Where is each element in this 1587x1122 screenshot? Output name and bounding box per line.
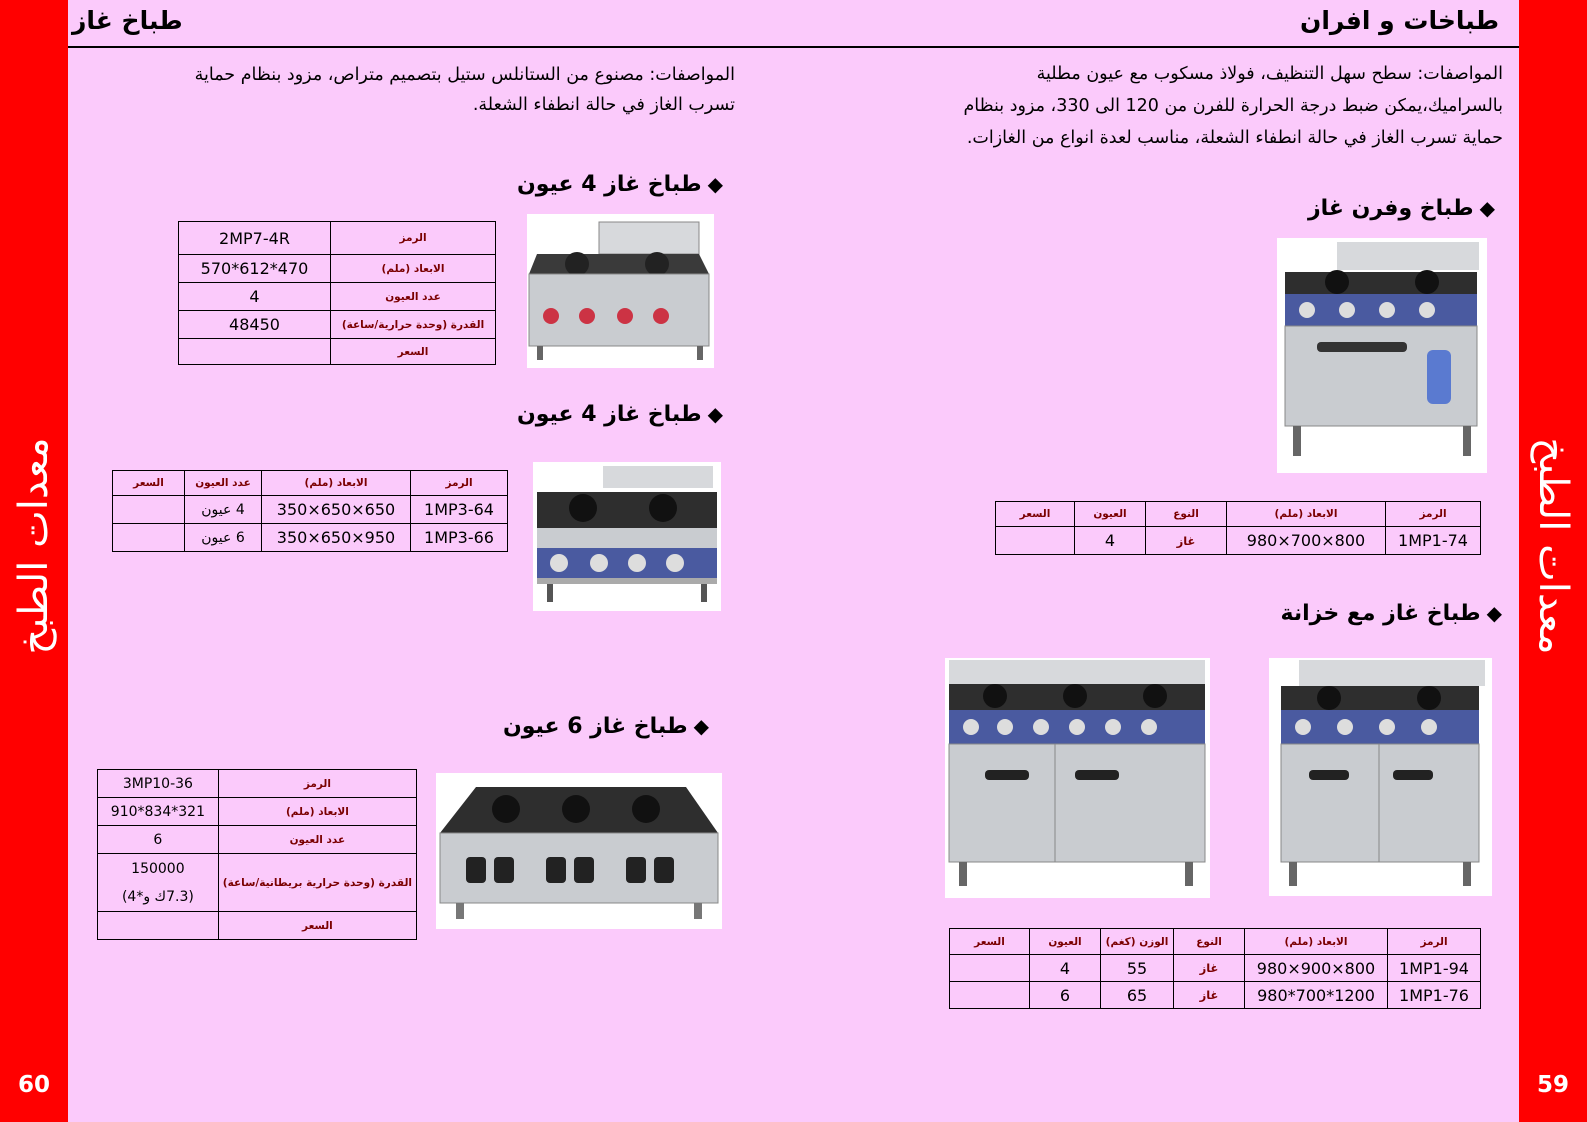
left-spec-text: المواصفات: مصنوع من الستانلس ستيل بتصميم متراص، مزود بنظام حماية تسرب الغاز في حالة انطفاء الشعلة.: [194, 65, 735, 115]
right-product2-title: ◆طباخ غاز مع خزانة: [1280, 601, 1502, 626]
gas-range-with-oven-photo: [1277, 238, 1487, 473]
right-product1-table: الرمز الابعاد (ملم) النوع العيون السعر 1MP1-74 800×700×980 غاز 4: [995, 501, 1481, 555]
diamond-bullet-icon: ◆: [707, 172, 723, 196]
left-sidebar: [0, 0, 68, 1122]
table-row: 1MP1-94 800×900×980 غاز 55 4: [950, 955, 1481, 982]
left-product2-title: ◆طباخ غاز 4 عيون: [516, 402, 723, 427]
left-product1-title: ◆طباخ غاز 4 عيون: [516, 172, 723, 197]
diamond-bullet-icon: ◆: [707, 402, 723, 426]
right-page-number: 59: [1536, 1072, 1569, 1098]
left-header-title: طباخ غاز: [72, 6, 183, 35]
left-page-number: 60: [17, 1072, 50, 1098]
right-header-title: طباخات و افران: [1299, 6, 1499, 35]
four-burner-range-blue-panel-photo: [533, 462, 721, 611]
right-product2-table: الرمز الابعاد (ملم) النوع الوزن (كغم) العيون السعر 1MP1-94 800×900×980 غاز 55 4 1MP1-76 1200*700*980 غاز 65 6: [949, 928, 1481, 1009]
diamond-bullet-icon: ◆: [693, 714, 709, 738]
diamond-bullet-icon: ◆: [1486, 601, 1502, 625]
diamond-bullet-icon: ◆: [1479, 196, 1495, 220]
left-side-label: معدات الطبخ: [11, 437, 57, 655]
left-product2-table: الرمز الابعاد (ملم) عدد العيون السعر 1MP3-64 650×650×350 4 عيون 1MP3-66 950×650×350 6 عيون: [112, 470, 508, 552]
left-product3-table: الرمز 3MP10-36 الابعاد (ملم) 321*834*910 عدد العيون 6 القدرة (وحدة حرارية بريطانية/ساعة) 150000 (7.3ك و*4) السعر: [97, 769, 417, 940]
right-spec-text: المواصفات: سطح سهل التنظيف، فولاذ مسكوب مع عيون مطلية بالسراميك،يمكن ضبط درجة الحرارة للفرن من 120 الى 330، مزود بنظام حماية تسرب الغاز في حالة انطفاء الشعلة، مناسب لعدة انواع من الغازات.: [963, 64, 1503, 148]
four-burner-countertop-range-photo: [527, 214, 714, 368]
right-sidebar: [1519, 0, 1587, 1122]
six-burner-hotplate-photo: [436, 773, 722, 929]
table-row: 1MP3-64 650×650×350 4 عيون: [113, 496, 508, 524]
left-product1-table: الرمز 2MP7-4R الابعاد (ملم) 470*612*570 عدد العيون 4 القدرة (وحدة حرارية/ساعة) 48450 السعر: [178, 221, 496, 365]
header-divider: [68, 46, 1519, 48]
table-row: 1MP3-66 950×650×350 6 عيون: [113, 524, 508, 552]
table-row: 1MP1-74 800×700×980 غاز 4: [996, 527, 1481, 555]
six-burner-range-with-cabinet-photo: [945, 658, 1210, 898]
right-side-label: معدات الطبخ: [1530, 437, 1576, 655]
left-product3-title: ◆طباخ غاز 6 عيون: [502, 714, 709, 739]
right-product1-title: ◆طباخ وفرن غاز: [1307, 196, 1495, 221]
table-row: 1MP1-76 1200*700*980 غاز 65 6: [950, 982, 1481, 1009]
four-burner-range-with-cabinet-photo: [1269, 658, 1492, 896]
